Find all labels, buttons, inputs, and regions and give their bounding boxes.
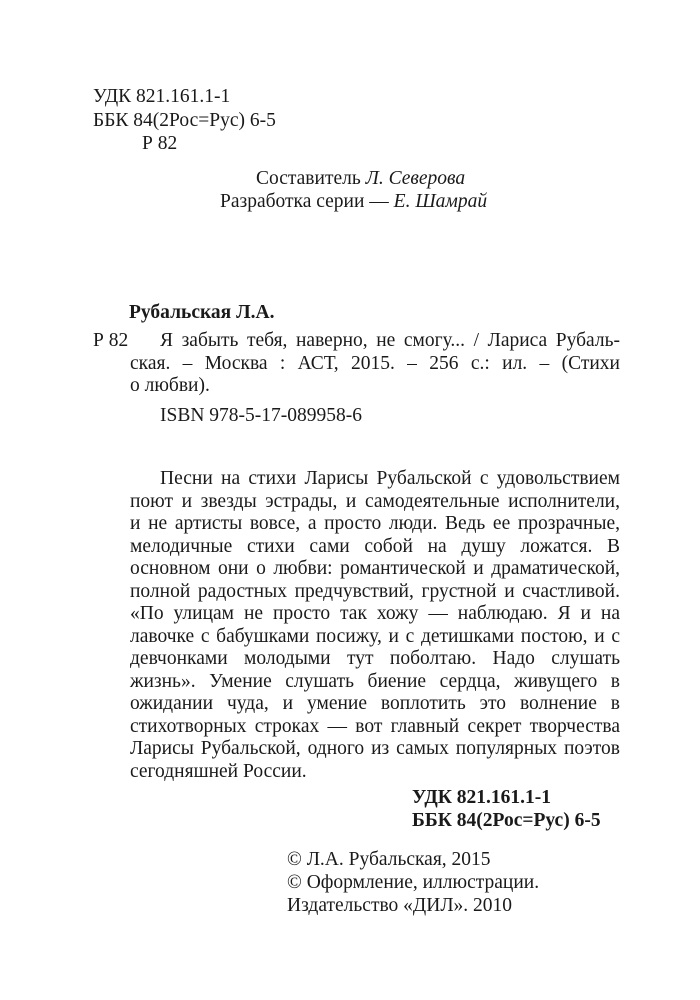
catalog-description-line: ская. – Москва : АСТ, 2015. – 256 с.: ил. – (Стихи	[130, 352, 620, 374]
abstract-line: и не артисты вовсе, а просто люди. Ведь ее прозрачные,	[130, 513, 620, 534]
abstract-line: мелодичные стихи сами собой на душу ложатся. В	[130, 535, 620, 557]
abstract-line: «По улицам не просто так хожу — наблюдаю. Я и на	[130, 603, 620, 624]
abstract-line: стихотворных строках — вот главный секрет творчества	[130, 715, 620, 737]
series-label: Разработка серии —	[220, 191, 389, 212]
series-designer-name: Е. Шамрай	[393, 191, 488, 212]
udk-code: УДК 821.161.1-1	[93, 86, 231, 107]
abstract-line: жизнь». Умение слушать биение сердца, живущего в	[130, 670, 620, 692]
bbk-code: ББК 84(2Рос=Рус) 6-5	[93, 110, 276, 131]
abstract-line: сегодняшней России.	[130, 760, 307, 782]
catalog-author: Рубальская Л.А.	[129, 302, 275, 323]
abstract-line: ожидании чуда, и умение воплотить это волнение в	[130, 693, 620, 714]
publisher-line: Издательство «ДИЛ». 2010	[287, 895, 513, 916]
catalog-description-line: о любви).	[130, 375, 210, 396]
abstract-line: Песни на стихи Ларисы Рубальской с удовольствием	[160, 468, 620, 489]
author-mark: Р 82	[142, 133, 178, 154]
compiler-credit	[256, 168, 465, 190]
abstract-line: Ларисы Рубальской, одного из самых популярных поэтов	[130, 738, 620, 759]
abstract-line: девчонками молодыми тут поболтаю. Надо слушать	[130, 648, 620, 669]
udk-code-bold: УДК 821.161.1-1	[412, 787, 552, 808]
compiler-label: Составитель	[256, 168, 361, 189]
catalog-description	[130, 330, 620, 398]
isbn: ISBN 978-5-17-089958-6	[160, 405, 363, 426]
abstract-line: лавочке с бабушками посижу, и с детишками постою, и с	[130, 625, 620, 647]
copyright-design: © Оформление, иллюстрации.	[287, 872, 540, 893]
abstract-paragraph	[130, 468, 620, 783]
series-credit	[220, 191, 487, 213]
abstract-line: основном они о любви: романтической и драматической,	[130, 558, 620, 579]
bbk-code-bold: ББК 84(2Рос=Рус) 6-5	[412, 810, 601, 831]
compiler-name: Л. Северова	[365, 168, 466, 189]
abstract-line: поют и звезды эстрады, и самодеятельные исполнители,	[130, 490, 620, 512]
copyright-author: © Л.А. Рубальская, 2015	[287, 849, 491, 870]
abstract-line: полной радостных предчувствий, грустной и счастливой.	[130, 580, 620, 602]
catalog-description-line: Я забыть тебя, наверно, не смогу... / Лариса Рубаль-	[160, 330, 620, 351]
catalog-mark: Р 82	[93, 330, 129, 351]
